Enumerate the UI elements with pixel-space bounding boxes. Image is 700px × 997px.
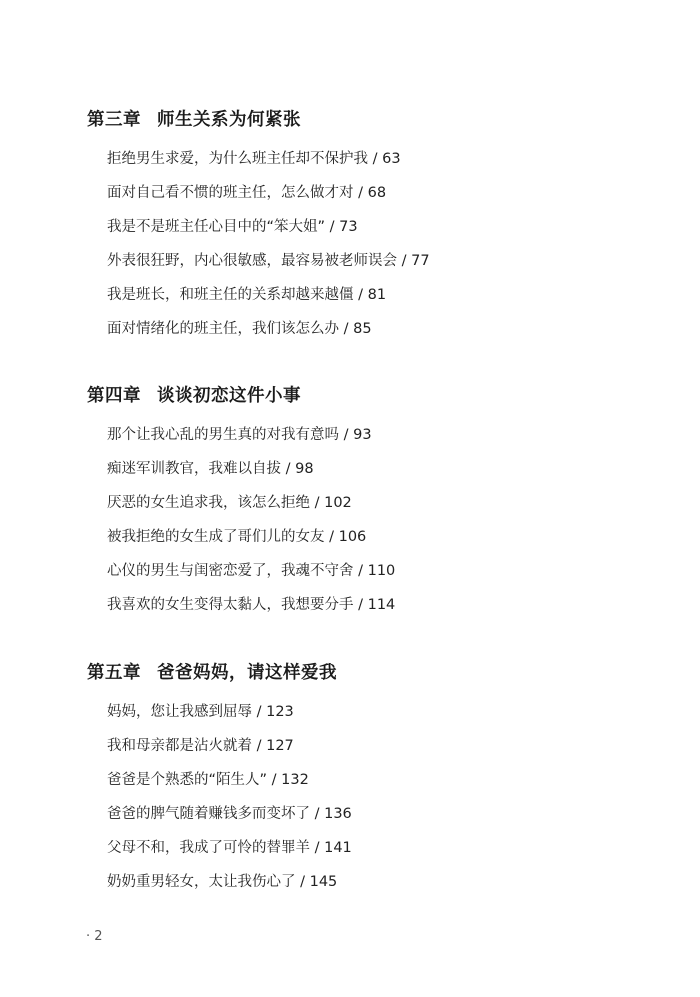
chapter-5-title: 爸爸妈妈，请这样爱我 <box>157 663 337 683</box>
toc-entry[interactable]: 爸爸的脾气随着赚钱多而变坏了 / 136 <box>107 806 352 822</box>
toc-entry[interactable]: 厌恶的女生追求我，该怎么拒绝 / 102 <box>107 495 352 511</box>
toc-entry[interactable]: 拒绝男生求爱，为什么班主任却不保护我 / 63 <box>107 151 401 167</box>
toc-entry[interactable]: 面对自己看不惯的班主任，怎么做才对 / 68 <box>107 185 387 201</box>
toc-entry[interactable]: 我和母亲都是沾火就着 / 127 <box>107 738 294 754</box>
toc-entry[interactable]: 痴迷军训教官，我难以自拔 / 98 <box>107 461 314 477</box>
toc-entry[interactable]: 我喜欢的女生变得太黏人，我想要分手 / 114 <box>107 597 396 613</box>
chapter-5-heading <box>87 661 337 685</box>
toc-entry[interactable]: 外表很狂野，内心很敏感，最容易被老师误会 / 77 <box>107 253 430 269</box>
toc-entry[interactable]: 心仪的男生与闺密恋爱了，我魂不守舍 / 110 <box>107 563 396 579</box>
chapter-5-number: 第五章 <box>87 663 141 683</box>
chapter-4-number: 第四章 <box>87 386 141 406</box>
chapter-3-title: 师生关系为何紧张 <box>157 110 301 130</box>
toc-entry[interactable]: 奶奶重男轻女，太让我伤心了 / 145 <box>107 874 338 890</box>
chapter-3-heading <box>87 108 301 132</box>
toc-entry[interactable]: 那个让我心乱的男生真的对我有意吗 / 93 <box>107 427 372 443</box>
toc-entry[interactable]: 面对情绪化的班主任，我们该怎么办 / 85 <box>107 321 372 337</box>
chapter-4-heading <box>87 384 301 408</box>
toc-entry[interactable]: 父母不和，我成了可怜的替罪羊 / 141 <box>107 840 352 856</box>
toc-entry[interactable]: 我是不是班主任心目中的“笨大姐” / 73 <box>107 219 358 235</box>
toc-entry[interactable]: 我是班长，和班主任的关系却越来越僵 / 81 <box>107 287 387 303</box>
chapter-4-title: 谈谈初恋这件小事 <box>157 386 301 406</box>
chapter-3-number: 第三章 <box>87 110 141 130</box>
toc-entry[interactable]: 妈妈，您让我感到屈辱 / 123 <box>107 704 294 720</box>
page-number: · 2 <box>86 929 103 944</box>
toc-entry[interactable]: 被我拒绝的女生成了哥们儿的女友 / 106 <box>107 529 367 545</box>
toc-entry[interactable]: 爸爸是个熟悉的“陌生人” / 132 <box>107 772 309 788</box>
